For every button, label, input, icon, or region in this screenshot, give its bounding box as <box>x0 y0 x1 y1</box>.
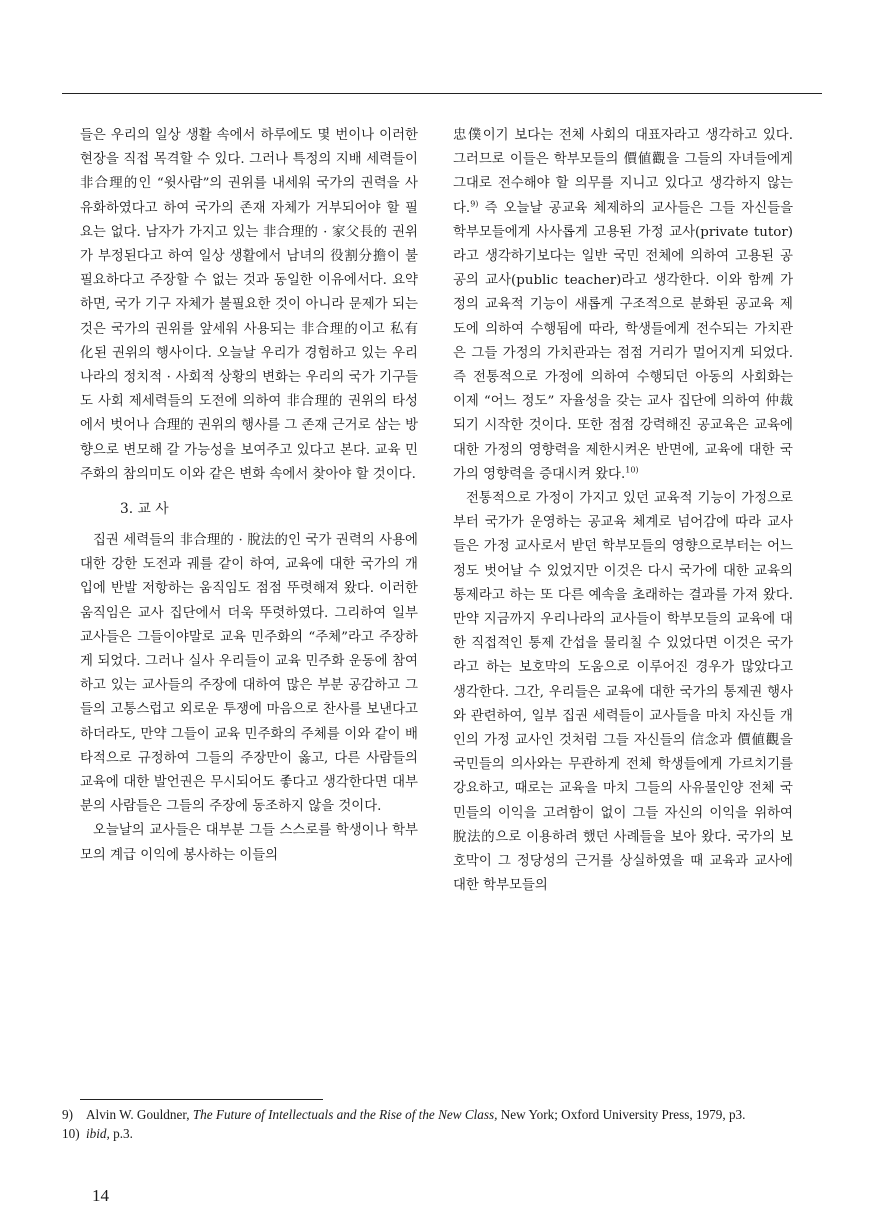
footnote-title: ibid, <box>86 1125 110 1141</box>
left-column <box>80 124 418 868</box>
footnote-text <box>86 1106 822 1125</box>
paragraph-4 <box>453 124 793 487</box>
footnotes <box>62 1106 822 1143</box>
footnote-author: Alvin W. Gouldner, <box>86 1107 193 1122</box>
right-column <box>453 124 793 899</box>
footnote-text <box>86 1125 822 1144</box>
footnote-rule <box>80 1099 323 1100</box>
footnote-number: 9) <box>62 1107 73 1122</box>
footnote-ref-10: 10) <box>625 465 639 475</box>
footnote-publisher: New York; Oxford University Press, 1979, p3. <box>497 1107 746 1122</box>
paragraph-4-tail: 즉 오늘날 공교육 체제하의 교사들은 그들 자신들을 학부모들에게 사사롭게 고용된 가정 교사(private tutor)라고 생각하기보다는 일반 국민 전체에 의하여 고용된 공공의 교사(public teacher)라고 생각한다. 이와 함께 가정의 교육적 기능이 새롭게 구조적으로 분화된 공교육 제도에 의하여 수행됨에 따라, 학생들에게 전수되는 가치관은 그들 가정의 가치관과는 점점 거리가 멀어지게 되었다. 즉 전통적으로 가정에 의하여 수행되던 아동의 사회화는 이제 “어느 정도” 자율성을 갖는 교사 집단에 의하여 仲裁되기 시작한 것이다. 또한 점점 강력해진 공교육은 교육에 대한 가정의 영향력을 제한시켜온 반면에, 교육에 대한 국가의 영향력을 증대시켜 왔다. <box>453 200 793 482</box>
footnote-10 <box>62 1125 822 1144</box>
page-number: 14 <box>92 1186 109 1205</box>
paragraph-1: 들은 우리의 일상 생활 속에서 하루에도 몇 번이나 이러한 현장을 직접 목격할 수 있다. 그러나 특정의 지배 세력들이 非合理的인 “윗사람”의 권위를 내세워 국가의 권력을 사유화하였다고 하여 국가의 존재 자체가 거부되어야 할 필요는 없다. 남자가 가지고 있는 非合理的 · 家父長的 권위가 부정된다고 하여 일상 생활에서 남녀의 役割分擔이 불필요하다고 주장할 수 없는 것과 동일한 이유에서다. 요약하면, 국가 기구 자체가 불필요한 것이 아니라 문제가 되는 것은 국가의 권위를 앞세워 사용되는 非合理的이고 私有化된 권위의 행사이다. 오늘날 우리가 경험하고 있는 우리나라의 정치적 · 사회적 상황의 변화는 우리의 국가 기구들도 사회 제세력들의 도전에 의하여 非合理的 권위의 타성에서 벗어나 合理的 권위의 행사를 그 존재 근거로 삼는 방향으로 변모해 갈 가능성을 보여주고 있다고 본다. 교육 민주화의 참의미도 이와 같은 변화 속에서 찾아야 할 것이다. <box>80 128 418 482</box>
footnote-page: p.3. <box>109 1125 133 1141</box>
header-rule <box>62 93 822 94</box>
paragraph-2: 집권 세력들의 非合理的 · 脫法的인 국가 권력의 사용에 대한 강한 도전과 궤를 같이 하여, 교육에 대한 국가의 개입에 반발 저항하는 움직임도 점점 뚜렷해져 왔다. 이러한 움직임은 교사 집단에서 더욱 뚜렷하였다. 그리하여 일부 교사들은 그들이야말로 교육 민주화의 “주체”라고 주장하게 되었다. 그러나 실사 우리들이 교육 민주화 운동에 참여하고 있는 교사들의 주장에 대하여 많은 부분 공감하고 그들의 고통스럽고 외로운 투쟁에 마음으로 찬사를 보낸다고 하더라도, 만약 그들이 교육 민주화의 주체를 이와 같이 배타적으로 규정하여 그들의 주장만이 옳고, 다른 사람들의 교육에 대한 발언권은 무시되어도 좋다고 생각한다면 대부분의 사람들은 그들의 주장에 동조하지 않을 것이다. <box>80 533 418 815</box>
footnote-number: 10) <box>62 1125 80 1141</box>
footnote-title: The Future of Intellectuals and the Rise of the New Class, <box>192 1107 498 1122</box>
footnote-ref-9: 9) <box>470 199 479 209</box>
paragraph-3: 오늘날의 교사들은 대부분 그들 스스로를 학생이나 학부모의 계급 이익에 봉사하는 이들의 <box>80 823 418 863</box>
section-heading: 3. 교 사 <box>120 501 169 518</box>
paragraph-4-text: 忠僕이기 보다는 전체 사회의 대표자라고 생각하고 있다. 그러므로 이들은 학부모들의 價値觀을 그들의 자녀들에게 그대로 전수해야 할 의무를 지니고 있다고 생각하지 않는다. <box>453 128 793 216</box>
paragraph-5: 전통적으로 가정이 가지고 있던 교육적 기능이 가정으로부터 국가가 운영하는 공교육 체계로 넘어감에 따라 교사들은 가정 교사로서 받던 학부모들의 영향으로부터는 어느 정도 벗어날 수 있었지만 이것은 다시 국가에 대한 교육의 통제라고 하는 또 다른 예속을 초래하는 결과를 가져 왔다. 만약 지금까지 우리나라의 교사들이 학부모들의 교육에 대한 직접적인 통제 간섭을 물리칠 수 있었다면 이것은 국가라고 하는 보호막의 도움으로 이루어진 경우가 많았다고 생각한다. 그간, 우리들은 교육에 대한 국가의 통제권 행사와 관련하여, 일부 집권 세력들이 교사들을 마치 자신들 개인의 가정 교사인 것처럼 그들 자신들의 信念과 價値觀을 국민들의 의사와는 무관하게 전체 학생들에게 가르치기를 강요하고, 때로는 교육을 마치 그들의 사유물인양 전체 국민들의 이익을 고려함이 없이 그들 자신의 이익을 위하여 脫法的으로 이용하려 했던 사례들을 보아 왔다. 국가의 보호막이 그 정당성의 근거를 상실하였을 때 교육과 교사에 대한 학부모들의 <box>453 491 793 894</box>
footnote-9 <box>62 1106 822 1125</box>
